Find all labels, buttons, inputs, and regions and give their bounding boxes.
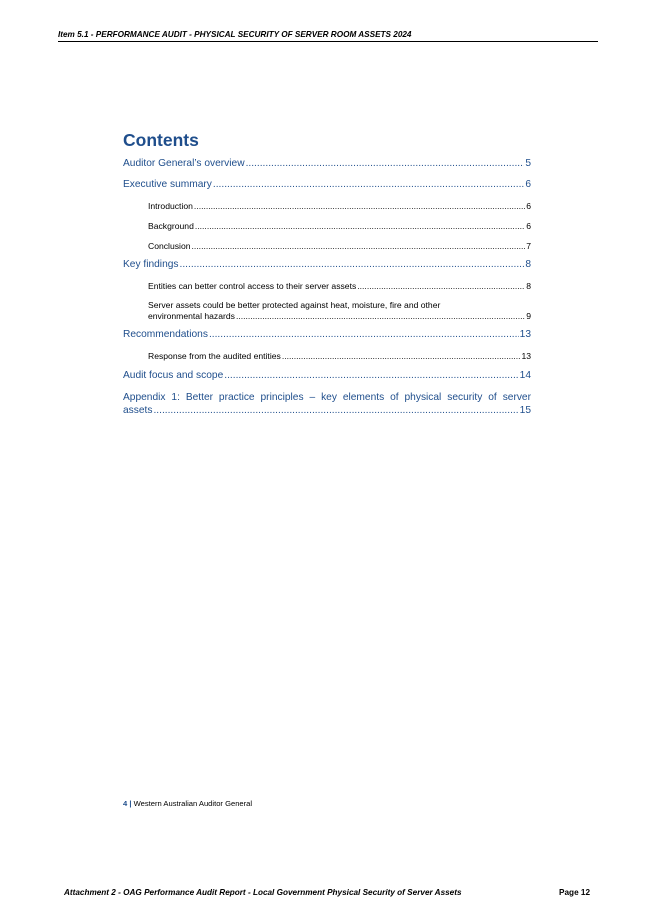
- toc-entry-background[interactable]: [123, 221, 531, 232]
- toc-entry-page: 5: [525, 158, 531, 169]
- toc-entry-label: Response from the audited entities: [148, 351, 281, 361]
- toc-entry-key-findings[interactable]: [123, 258, 531, 271]
- toc-entry-label-line1: Server assets could be better protected against heat, moisture, fire and other: [148, 300, 441, 310]
- toc-leader-dots: [236, 311, 525, 322]
- toc-entry-executive-summary[interactable]: [123, 178, 531, 191]
- toc-entry-label: Entities can better control access to their server assets: [148, 281, 357, 291]
- publisher-name: Western Australian Auditor General: [133, 799, 253, 808]
- toc-entry-page: 6: [526, 221, 531, 231]
- toc-entry-label-line2: environmental hazards: [148, 311, 235, 321]
- toc-leader-dots: [357, 281, 525, 292]
- toc-leader-dots: [153, 404, 518, 417]
- footer-separator: |: [129, 799, 132, 808]
- toc-leader-dots: [180, 258, 525, 271]
- toc-entry-environmental-hazards[interactable]: [123, 300, 531, 322]
- toc-leader-dots: [246, 157, 525, 170]
- header-title: Item 5.1 - PERFORMANCE AUDIT - PHYSICAL SECURITY OF SERVER ROOM ASSETS 2024: [58, 30, 412, 39]
- toc-leader-dots: [195, 221, 525, 232]
- toc-entry-access-control[interactable]: [123, 281, 531, 292]
- attachment-title: Attachment 2 - OAG Performance Audit Report - Local Government Physical Security of Server Assets: [64, 888, 462, 897]
- toc-entry-page: 9: [526, 311, 531, 321]
- toc-leader-dots: [213, 178, 524, 191]
- toc-entry-page: 8: [526, 281, 531, 291]
- toc-entry-page: 6: [525, 179, 531, 190]
- toc-entry-page: 6: [526, 201, 531, 211]
- toc-entry-page: 14: [519, 370, 531, 381]
- toc-entry-label-line1: Appendix 1: Better practice principles – key elements of physical security of server: [123, 392, 531, 403]
- toc-leader-dots: [194, 201, 525, 212]
- toc-entry-page: 7: [526, 241, 531, 251]
- toc-entry-response-audited-entities[interactable]: [123, 351, 531, 362]
- toc-entry-introduction[interactable]: [123, 201, 531, 212]
- toc-entry-recommendations[interactable]: [123, 328, 531, 341]
- toc-entry-page: 15: [519, 405, 531, 416]
- page-number: 4: [123, 799, 128, 808]
- toc-entry-label: Auditor General’s overview: [123, 158, 245, 169]
- table-of-contents: [123, 130, 531, 417]
- toc-entry-audit-focus-scope[interactable]: [123, 369, 531, 382]
- toc-entry-page: 8: [525, 259, 531, 270]
- toc-entry-label: Key findings: [123, 259, 179, 270]
- toc-leader-dots: [192, 241, 526, 252]
- toc-entry-label: Background: [148, 221, 194, 231]
- toc-entry-label: Conclusion: [148, 241, 191, 251]
- toc-entry-page: 13: [521, 351, 531, 361]
- toc-entry-auditor-generals-overview[interactable]: [123, 157, 531, 170]
- toc-entry-label: Introduction: [148, 201, 193, 211]
- attachment-page-label: Page 12: [559, 888, 590, 897]
- page-footer: [123, 799, 252, 808]
- attachment-footer: [64, 888, 590, 897]
- toc-entry-conclusion[interactable]: [123, 241, 531, 252]
- toc-leader-dots: [224, 369, 518, 382]
- toc-title: Contents: [123, 130, 199, 150]
- toc-entry-label-line2: assets: [123, 405, 153, 416]
- toc-leader-dots: [209, 328, 519, 341]
- toc-entry-appendix-1[interactable]: [123, 391, 531, 417]
- toc-entry-label: Audit focus and scope: [123, 370, 224, 381]
- toc-entry-label: Recommendations: [123, 329, 208, 340]
- toc-entry-label: Executive summary: [123, 179, 212, 190]
- page-header: [58, 30, 598, 42]
- toc-entry-page: 13: [519, 329, 531, 340]
- toc-leader-dots: [282, 351, 521, 362]
